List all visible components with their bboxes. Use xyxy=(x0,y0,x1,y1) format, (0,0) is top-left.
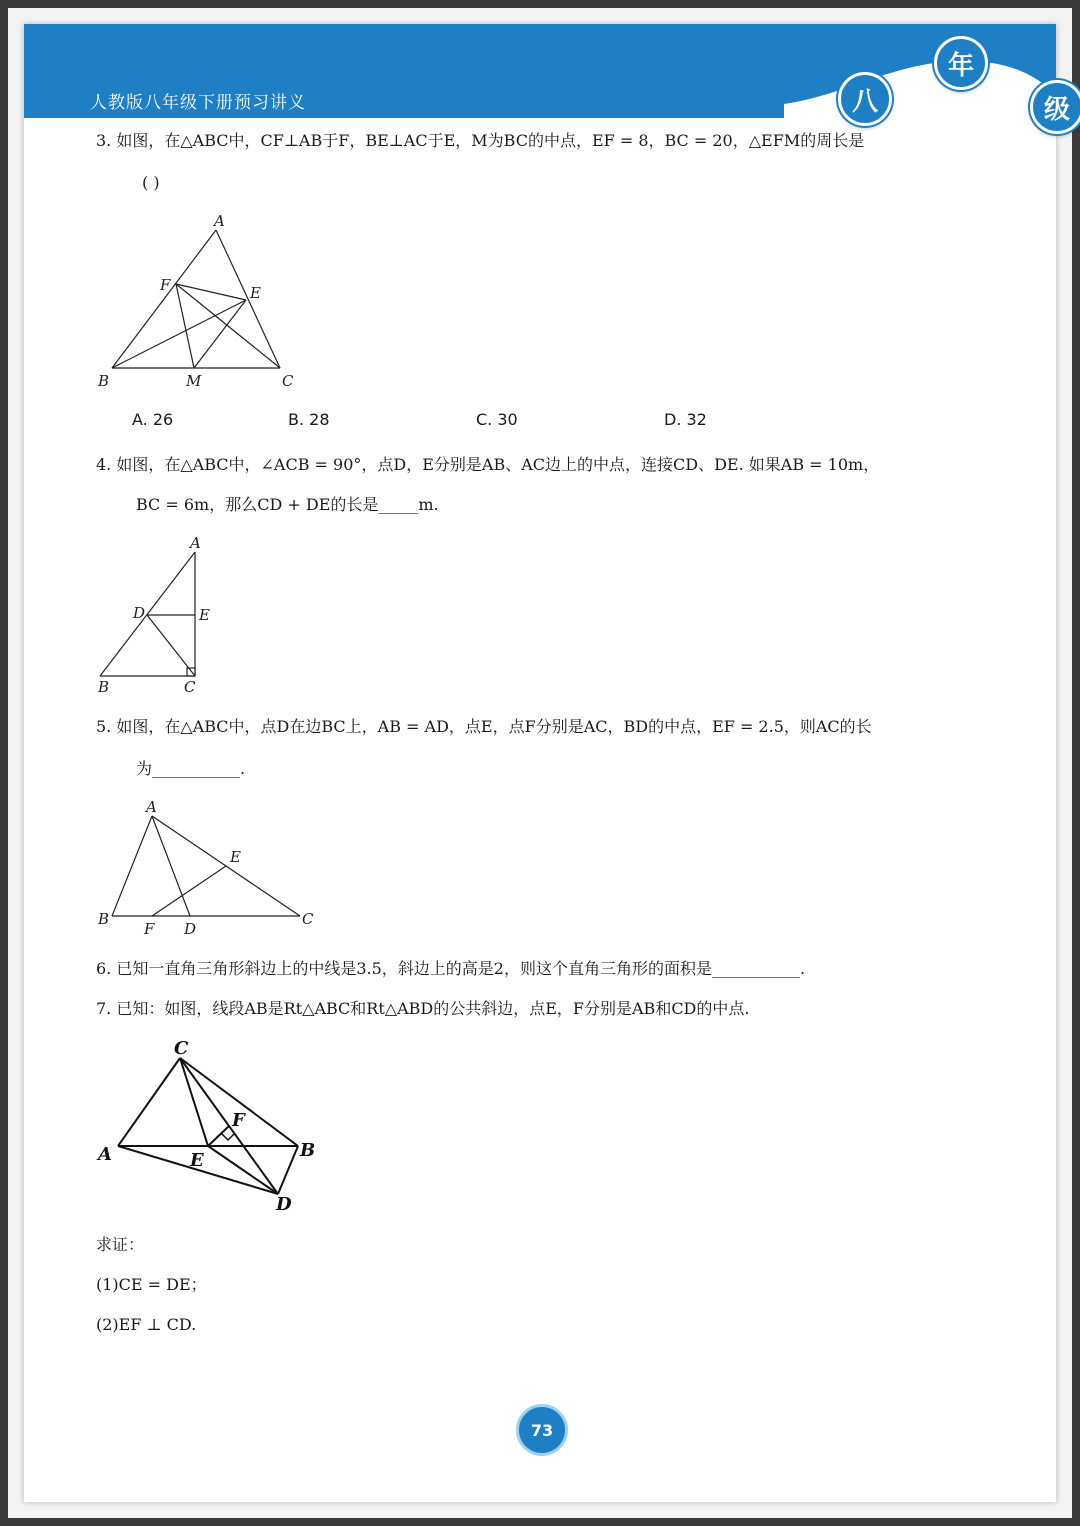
q3-option-d[interactable]: D. 32 xyxy=(664,410,707,429)
q6-text: 6. 已知一直角三角形斜边上的中线是3.5，斜边上的高是2，则这个直角三角形的面积是___________. xyxy=(96,959,806,978)
grade-badge-3: 级 xyxy=(1030,80,1080,134)
q3-label-a: A xyxy=(214,212,225,230)
q4-label-e: E xyxy=(199,606,210,624)
q4-label-d: D xyxy=(133,604,146,622)
q4-label-a: A xyxy=(190,534,201,552)
grade-badge-1: 八 xyxy=(838,72,892,126)
q5-line1: 5. 如图，在△ABC中，点D在边BC上，AB = AD，点E，点F分别是AC，BD的中点，EF = 2.5，则AC的长 xyxy=(96,717,872,736)
q5-line2: 为___________. xyxy=(136,759,246,778)
q3-label-c: C xyxy=(282,372,294,390)
q4-figure xyxy=(90,532,230,698)
q7-label-e: E xyxy=(190,1150,204,1171)
q4-label-c: C xyxy=(184,678,196,696)
q5-label-a: A xyxy=(146,798,157,816)
q4-line1: 4. 如图，在△ABC中，∠ACB = 90°，点D，E分别是AB、AC边上的中点，连接CD、DE. 如果AB = 10m， xyxy=(96,455,880,474)
q3-label-m: M xyxy=(186,372,202,390)
q7-prove-label: 求证： xyxy=(96,1235,145,1254)
q3-label-b: B xyxy=(98,372,110,390)
q3-label-f: F xyxy=(160,276,171,294)
q7-label-a: A xyxy=(98,1144,112,1165)
header-title: 人教版八年级下册预习讲义 xyxy=(90,93,306,113)
q7-prove-2: (2)EF ⊥ CD. xyxy=(96,1315,197,1334)
q7-label-c: C xyxy=(174,1038,189,1059)
q7-label-b: B xyxy=(300,1140,316,1161)
q5-figure xyxy=(90,796,330,940)
q3-option-c[interactable]: C. 30 xyxy=(476,410,518,429)
q5-label-f: F xyxy=(144,920,155,938)
page-number: 73 xyxy=(516,1404,568,1456)
q3-option-a[interactable]: A. 26 xyxy=(132,410,174,429)
q7-prove-1: (1)CE = DE； xyxy=(96,1275,207,1294)
q5-label-d: D xyxy=(184,920,197,938)
q3-label-e: E xyxy=(250,284,261,302)
q3-option-b[interactable]: B. 28 xyxy=(288,410,330,429)
q5-label-e: E xyxy=(230,848,241,866)
q7-label-d: D xyxy=(276,1194,292,1215)
q7-label-f: F xyxy=(232,1110,245,1131)
q3-text: 3. 如图，在△ABC中，CF⊥AB于F，BE⊥AC于E，M为BC的中点，EF = 8，BC = 20，△EFM的周长是 xyxy=(96,131,865,150)
header-wave-decoration xyxy=(784,24,1056,118)
header-band xyxy=(24,24,1056,118)
q3-blank: ( ) xyxy=(142,173,160,192)
q7-text: 7. 已知：如图，线段AB是Rt△ABC和Rt△ABD的公共斜边，点E，F分别是AB和CD的中点. xyxy=(96,999,750,1018)
q3-figure xyxy=(90,210,310,390)
q7-figure xyxy=(90,1034,330,1218)
q5-label-c: C xyxy=(302,910,314,928)
grade-badge-2: 年 xyxy=(934,36,988,90)
q5-label-b: B xyxy=(98,910,110,928)
q4-label-b: B xyxy=(98,678,110,696)
q4-line2: BC = 6m，那么CD + DE的长是_____m. xyxy=(136,495,439,514)
